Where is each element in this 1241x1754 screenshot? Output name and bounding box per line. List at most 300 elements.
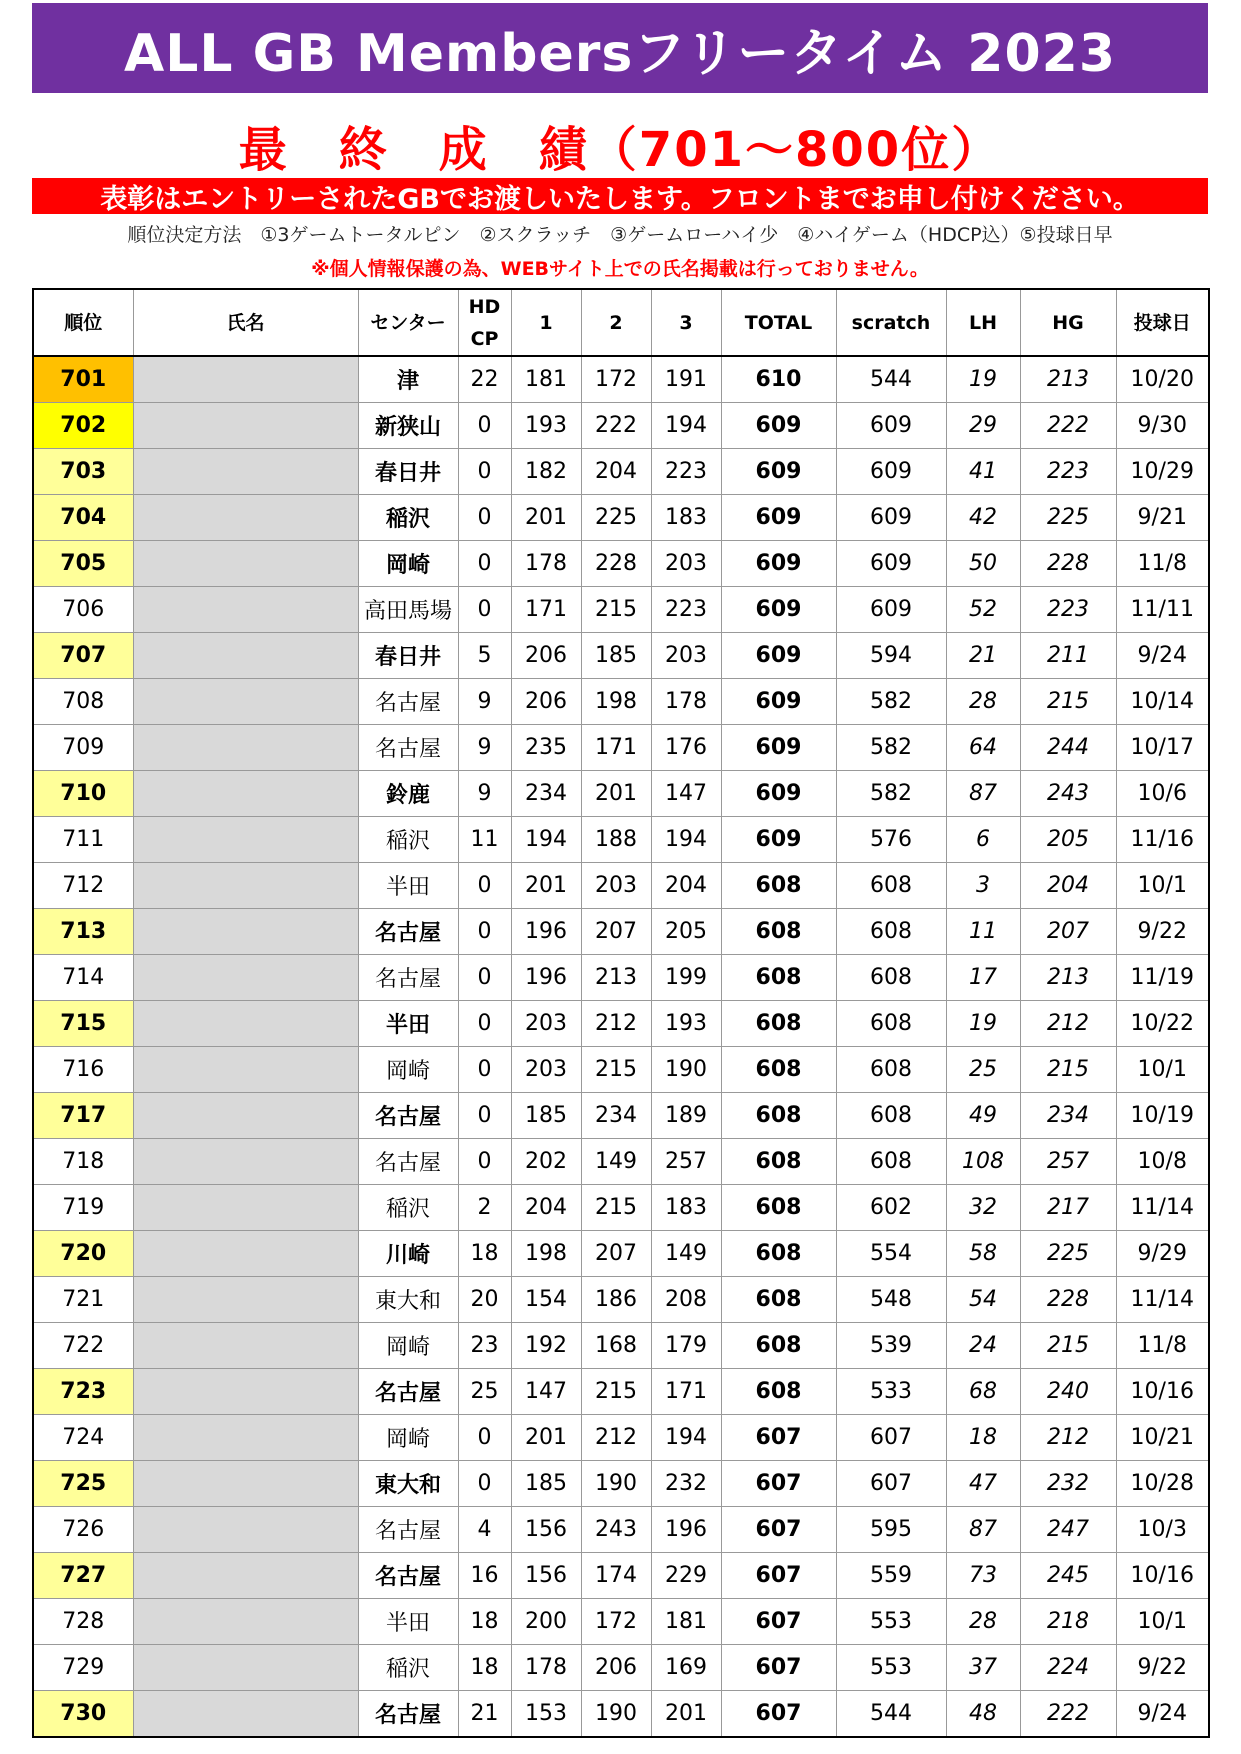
game3-cell: 181 bbox=[651, 1599, 721, 1645]
center-cell: 名古屋 bbox=[358, 1553, 458, 1599]
rank-cell: 713 bbox=[33, 909, 133, 955]
game2-cell: 188 bbox=[581, 817, 651, 863]
game2-cell: 172 bbox=[581, 1599, 651, 1645]
date-cell: 11/14 bbox=[1116, 1277, 1209, 1323]
game2-cell: 215 bbox=[581, 587, 651, 633]
date-cell: 11/16 bbox=[1116, 817, 1209, 863]
game2-cell: 174 bbox=[581, 1553, 651, 1599]
scratch-cell: 553 bbox=[836, 1645, 946, 1691]
game1-cell: 185 bbox=[511, 1093, 581, 1139]
center-cell: 稲沢 bbox=[358, 495, 458, 541]
hg-cell: 222 bbox=[1020, 1691, 1116, 1738]
hdcp-cell: 20 bbox=[458, 1277, 511, 1323]
game1-cell: 196 bbox=[511, 955, 581, 1001]
name-cell bbox=[133, 356, 358, 403]
col-header-total: TOTAL bbox=[721, 289, 836, 356]
lh-cell: 28 bbox=[946, 1599, 1020, 1645]
scratch-cell: 559 bbox=[836, 1553, 946, 1599]
lh-cell: 28 bbox=[946, 679, 1020, 725]
center-cell: 名古屋 bbox=[358, 1691, 458, 1738]
total-cell: 607 bbox=[721, 1553, 836, 1599]
subtitle-range: （701～800位） bbox=[588, 121, 1002, 178]
hdcp-cell: 0 bbox=[458, 1001, 511, 1047]
game1-cell: 178 bbox=[511, 541, 581, 587]
name-cell bbox=[133, 587, 358, 633]
name-cell bbox=[133, 1369, 358, 1415]
game1-cell: 235 bbox=[511, 725, 581, 771]
hg-cell: 205 bbox=[1020, 817, 1116, 863]
lh-cell: 73 bbox=[946, 1553, 1020, 1599]
total-cell: 607 bbox=[721, 1415, 836, 1461]
name-cell bbox=[133, 1553, 358, 1599]
date-cell: 9/30 bbox=[1116, 403, 1209, 449]
total-cell: 608 bbox=[721, 1185, 836, 1231]
hg-cell: 213 bbox=[1020, 955, 1116, 1001]
rank-cell: 704 bbox=[33, 495, 133, 541]
lh-cell: 25 bbox=[946, 1047, 1020, 1093]
hg-cell: 213 bbox=[1020, 356, 1116, 403]
lh-cell: 21 bbox=[946, 633, 1020, 679]
hg-cell: 225 bbox=[1020, 1231, 1116, 1277]
scratch-cell: 608 bbox=[836, 955, 946, 1001]
lh-cell: 64 bbox=[946, 725, 1020, 771]
table-row bbox=[33, 863, 1209, 909]
table-row bbox=[33, 587, 1209, 633]
game2-cell: 185 bbox=[581, 633, 651, 679]
hdcp-cell: 0 bbox=[458, 1461, 511, 1507]
hdcp-cell: 0 bbox=[458, 955, 511, 1001]
results-subtitle bbox=[32, 110, 1208, 180]
game1-cell: 153 bbox=[511, 1691, 581, 1738]
total-cell: 609 bbox=[721, 633, 836, 679]
rank-cell: 723 bbox=[33, 1369, 133, 1415]
table-row bbox=[33, 955, 1209, 1001]
scratch-cell: 548 bbox=[836, 1277, 946, 1323]
hg-cell: 228 bbox=[1020, 541, 1116, 587]
scratch-cell: 609 bbox=[836, 449, 946, 495]
date-cell: 10/3 bbox=[1116, 1507, 1209, 1553]
date-cell: 10/1 bbox=[1116, 863, 1209, 909]
table-row bbox=[33, 495, 1209, 541]
date-cell: 9/29 bbox=[1116, 1231, 1209, 1277]
game2-cell: 203 bbox=[581, 863, 651, 909]
col-header-game1: 1 bbox=[511, 289, 581, 356]
game1-cell: 203 bbox=[511, 1001, 581, 1047]
rank-cell: 726 bbox=[33, 1507, 133, 1553]
game2-cell: 222 bbox=[581, 403, 651, 449]
center-cell: 稲沢 bbox=[358, 1185, 458, 1231]
hdcp-cell: 11 bbox=[458, 817, 511, 863]
hdcp-cell: 23 bbox=[458, 1323, 511, 1369]
rank-cell: 714 bbox=[33, 955, 133, 1001]
game3-cell: 257 bbox=[651, 1139, 721, 1185]
total-cell: 608 bbox=[721, 1231, 836, 1277]
center-cell: 岡崎 bbox=[358, 541, 458, 587]
game2-cell: 215 bbox=[581, 1369, 651, 1415]
center-cell: 名古屋 bbox=[358, 909, 458, 955]
name-cell bbox=[133, 1323, 358, 1369]
game2-cell: 215 bbox=[581, 1047, 651, 1093]
lh-cell: 50 bbox=[946, 541, 1020, 587]
lh-cell: 29 bbox=[946, 403, 1020, 449]
lh-cell: 17 bbox=[946, 955, 1020, 1001]
game1-cell: 147 bbox=[511, 1369, 581, 1415]
game3-cell: 223 bbox=[651, 587, 721, 633]
lh-cell: 108 bbox=[946, 1139, 1020, 1185]
hg-cell: 212 bbox=[1020, 1415, 1116, 1461]
center-cell: 半田 bbox=[358, 1599, 458, 1645]
game3-cell: 178 bbox=[651, 679, 721, 725]
total-cell: 608 bbox=[721, 1001, 836, 1047]
game2-cell: 225 bbox=[581, 495, 651, 541]
hg-cell: 224 bbox=[1020, 1645, 1116, 1691]
scratch-cell: 533 bbox=[836, 1369, 946, 1415]
game2-cell: 204 bbox=[581, 449, 651, 495]
hdcp-cell: 0 bbox=[458, 909, 511, 955]
game3-cell: 232 bbox=[651, 1461, 721, 1507]
lh-cell: 68 bbox=[946, 1369, 1020, 1415]
scratch-cell: 594 bbox=[836, 633, 946, 679]
game1-cell: 202 bbox=[511, 1139, 581, 1185]
hdcp-cell: 5 bbox=[458, 633, 511, 679]
date-cell: 10/21 bbox=[1116, 1415, 1209, 1461]
game2-cell: 206 bbox=[581, 1645, 651, 1691]
total-cell: 607 bbox=[721, 1599, 836, 1645]
name-cell bbox=[133, 449, 358, 495]
lh-cell: 18 bbox=[946, 1415, 1020, 1461]
game1-cell: 185 bbox=[511, 1461, 581, 1507]
date-cell: 10/14 bbox=[1116, 679, 1209, 725]
rank-cell: 729 bbox=[33, 1645, 133, 1691]
game2-cell: 213 bbox=[581, 955, 651, 1001]
scratch-cell: 609 bbox=[836, 541, 946, 587]
date-cell: 11/8 bbox=[1116, 1323, 1209, 1369]
game2-cell: 215 bbox=[581, 1185, 651, 1231]
hg-cell: 243 bbox=[1020, 771, 1116, 817]
hdcp-cell: 0 bbox=[458, 587, 511, 633]
center-cell: 津 bbox=[358, 356, 458, 403]
total-cell: 609 bbox=[721, 587, 836, 633]
hg-cell: 215 bbox=[1020, 1047, 1116, 1093]
table-row bbox=[33, 817, 1209, 863]
lh-cell: 24 bbox=[946, 1323, 1020, 1369]
game3-cell: 229 bbox=[651, 1553, 721, 1599]
table-row bbox=[33, 909, 1209, 955]
name-cell bbox=[133, 1599, 358, 1645]
total-cell: 610 bbox=[721, 356, 836, 403]
game2-cell: 190 bbox=[581, 1691, 651, 1738]
scratch-cell: 602 bbox=[836, 1185, 946, 1231]
table-row bbox=[33, 1323, 1209, 1369]
col-header-hg: HG bbox=[1020, 289, 1116, 356]
scratch-cell: 608 bbox=[836, 1047, 946, 1093]
name-cell bbox=[133, 1461, 358, 1507]
table-row bbox=[33, 356, 1209, 403]
hdcp-cell: 25 bbox=[458, 1369, 511, 1415]
col-header-center: センター bbox=[358, 289, 458, 356]
name-cell bbox=[133, 495, 358, 541]
scratch-cell: 544 bbox=[836, 1691, 946, 1738]
name-cell bbox=[133, 1415, 358, 1461]
hg-cell: 207 bbox=[1020, 909, 1116, 955]
total-cell: 609 bbox=[721, 771, 836, 817]
center-cell: 岡崎 bbox=[358, 1323, 458, 1369]
game3-cell: 194 bbox=[651, 817, 721, 863]
date-cell: 9/24 bbox=[1116, 633, 1209, 679]
center-cell: 名古屋 bbox=[358, 1139, 458, 1185]
table-row bbox=[33, 1415, 1209, 1461]
hdcp-cell: 0 bbox=[458, 1415, 511, 1461]
table-row bbox=[33, 1047, 1209, 1093]
total-cell: 608 bbox=[721, 1369, 836, 1415]
center-cell: 東大和 bbox=[358, 1461, 458, 1507]
date-cell: 9/22 bbox=[1116, 909, 1209, 955]
name-cell bbox=[133, 1277, 358, 1323]
hdcp-cell: 9 bbox=[458, 679, 511, 725]
name-cell bbox=[133, 725, 358, 771]
name-cell bbox=[133, 909, 358, 955]
hdcp-cell: 18 bbox=[458, 1231, 511, 1277]
date-cell: 10/29 bbox=[1116, 449, 1209, 495]
total-cell: 607 bbox=[721, 1507, 836, 1553]
col-header-name: 氏名 bbox=[133, 289, 358, 356]
table-row bbox=[33, 541, 1209, 587]
table-header-row bbox=[33, 289, 1209, 356]
name-cell bbox=[133, 403, 358, 449]
rank-cell: 716 bbox=[33, 1047, 133, 1093]
center-cell: 稲沢 bbox=[358, 817, 458, 863]
game1-cell: 181 bbox=[511, 356, 581, 403]
rank-cell: 701 bbox=[33, 356, 133, 403]
scratch-cell: 608 bbox=[836, 1093, 946, 1139]
scratch-cell: 554 bbox=[836, 1231, 946, 1277]
game3-cell: 147 bbox=[651, 771, 721, 817]
col-header-hdcp bbox=[458, 289, 511, 356]
center-cell: 新狭山 bbox=[358, 403, 458, 449]
game2-cell: 168 bbox=[581, 1323, 651, 1369]
name-cell bbox=[133, 1507, 358, 1553]
rank-cell: 710 bbox=[33, 771, 133, 817]
name-cell bbox=[133, 1645, 358, 1691]
subtitle-main: 最 終 成 績 bbox=[238, 121, 589, 178]
name-cell bbox=[133, 771, 358, 817]
game2-cell: 243 bbox=[581, 1507, 651, 1553]
rank-cell: 721 bbox=[33, 1277, 133, 1323]
hdcp-cell: 18 bbox=[458, 1599, 511, 1645]
game3-cell: 199 bbox=[651, 955, 721, 1001]
game2-cell: 172 bbox=[581, 356, 651, 403]
game1-cell: 206 bbox=[511, 679, 581, 725]
total-cell: 609 bbox=[721, 679, 836, 725]
lh-cell: 52 bbox=[946, 587, 1020, 633]
table-row bbox=[33, 1461, 1209, 1507]
game1-cell: 201 bbox=[511, 863, 581, 909]
game3-cell: 183 bbox=[651, 495, 721, 541]
results-body bbox=[33, 356, 1209, 1737]
game3-cell: 201 bbox=[651, 1691, 721, 1738]
total-cell: 607 bbox=[721, 1461, 836, 1507]
name-cell bbox=[133, 541, 358, 587]
game2-cell: 198 bbox=[581, 679, 651, 725]
date-cell: 11/8 bbox=[1116, 541, 1209, 587]
hg-cell: 228 bbox=[1020, 1277, 1116, 1323]
date-cell: 10/22 bbox=[1116, 1001, 1209, 1047]
hdcp-cell: 0 bbox=[458, 403, 511, 449]
game1-cell: 156 bbox=[511, 1507, 581, 1553]
lh-cell: 6 bbox=[946, 817, 1020, 863]
col-header-hdcp-line1: HD bbox=[468, 295, 501, 318]
hdcp-cell: 21 bbox=[458, 1691, 511, 1738]
scratch-cell: 608 bbox=[836, 909, 946, 955]
game2-cell: 207 bbox=[581, 1231, 651, 1277]
game2-cell: 234 bbox=[581, 1093, 651, 1139]
total-cell: 608 bbox=[721, 863, 836, 909]
lh-cell: 19 bbox=[946, 356, 1020, 403]
name-cell bbox=[133, 679, 358, 725]
rank-cell: 730 bbox=[33, 1691, 133, 1738]
game3-cell: 183 bbox=[651, 1185, 721, 1231]
game1-cell: 201 bbox=[511, 495, 581, 541]
hg-cell: 257 bbox=[1020, 1139, 1116, 1185]
table-row bbox=[33, 1277, 1209, 1323]
total-cell: 609 bbox=[721, 495, 836, 541]
date-cell: 10/8 bbox=[1116, 1139, 1209, 1185]
total-cell: 608 bbox=[721, 909, 836, 955]
results-table bbox=[32, 288, 1210, 1738]
total-cell: 608 bbox=[721, 1277, 836, 1323]
game3-cell: 203 bbox=[651, 541, 721, 587]
game1-cell: 182 bbox=[511, 449, 581, 495]
hdcp-cell: 9 bbox=[458, 725, 511, 771]
game1-cell: 206 bbox=[511, 633, 581, 679]
rank-cell: 705 bbox=[33, 541, 133, 587]
rank-cell: 708 bbox=[33, 679, 133, 725]
table-row bbox=[33, 633, 1209, 679]
center-cell: 名古屋 bbox=[358, 955, 458, 1001]
table-row bbox=[33, 403, 1209, 449]
date-cell: 10/16 bbox=[1116, 1553, 1209, 1599]
game2-cell: 228 bbox=[581, 541, 651, 587]
lh-cell: 47 bbox=[946, 1461, 1020, 1507]
hdcp-cell: 0 bbox=[458, 541, 511, 587]
rank-cell: 720 bbox=[33, 1231, 133, 1277]
center-cell: 岡崎 bbox=[358, 1415, 458, 1461]
name-cell bbox=[133, 817, 358, 863]
hg-cell: 215 bbox=[1020, 679, 1116, 725]
table-row bbox=[33, 1001, 1209, 1047]
game1-cell: 196 bbox=[511, 909, 581, 955]
date-cell: 11/11 bbox=[1116, 587, 1209, 633]
lh-cell: 42 bbox=[946, 495, 1020, 541]
rank-cell: 709 bbox=[33, 725, 133, 771]
rank-cell: 702 bbox=[33, 403, 133, 449]
date-cell: 11/14 bbox=[1116, 1185, 1209, 1231]
game1-cell: 193 bbox=[511, 403, 581, 449]
game3-cell: 176 bbox=[651, 725, 721, 771]
hdcp-cell: 0 bbox=[458, 1047, 511, 1093]
lh-cell: 37 bbox=[946, 1645, 1020, 1691]
center-cell: 名古屋 bbox=[358, 679, 458, 725]
date-cell: 10/1 bbox=[1116, 1047, 1209, 1093]
hdcp-cell: 2 bbox=[458, 1185, 511, 1231]
table-row bbox=[33, 1507, 1209, 1553]
hg-cell: 247 bbox=[1020, 1507, 1116, 1553]
scratch-cell: 609 bbox=[836, 495, 946, 541]
rank-cell: 711 bbox=[33, 817, 133, 863]
name-cell bbox=[133, 1691, 358, 1738]
rank-cell: 706 bbox=[33, 587, 133, 633]
table-row bbox=[33, 449, 1209, 495]
scratch-cell: 608 bbox=[836, 1001, 946, 1047]
scratch-cell: 607 bbox=[836, 1415, 946, 1461]
name-cell bbox=[133, 633, 358, 679]
game1-cell: 154 bbox=[511, 1277, 581, 1323]
game3-cell: 169 bbox=[651, 1645, 721, 1691]
name-cell bbox=[133, 1001, 358, 1047]
name-cell bbox=[133, 1231, 358, 1277]
col-header-scratch: scratch bbox=[836, 289, 946, 356]
lh-cell: 11 bbox=[946, 909, 1020, 955]
table-row bbox=[33, 1185, 1209, 1231]
lh-cell: 32 bbox=[946, 1185, 1020, 1231]
date-cell: 10/19 bbox=[1116, 1093, 1209, 1139]
scratch-cell: 609 bbox=[836, 403, 946, 449]
center-cell: 稲沢 bbox=[358, 1645, 458, 1691]
scratch-cell: 582 bbox=[836, 771, 946, 817]
date-cell: 9/21 bbox=[1116, 495, 1209, 541]
center-cell: 春日井 bbox=[358, 449, 458, 495]
total-cell: 607 bbox=[721, 1645, 836, 1691]
table-row bbox=[33, 1691, 1209, 1738]
table-row bbox=[33, 1553, 1209, 1599]
total-cell: 609 bbox=[721, 541, 836, 587]
hg-cell: 212 bbox=[1020, 1001, 1116, 1047]
col-header-game2: 2 bbox=[581, 289, 651, 356]
game2-cell: 212 bbox=[581, 1415, 651, 1461]
game3-cell: 171 bbox=[651, 1369, 721, 1415]
name-cell bbox=[133, 863, 358, 909]
total-cell: 609 bbox=[721, 817, 836, 863]
total-cell: 608 bbox=[721, 1093, 836, 1139]
table-row bbox=[33, 1231, 1209, 1277]
hdcp-cell: 22 bbox=[458, 356, 511, 403]
game2-cell: 186 bbox=[581, 1277, 651, 1323]
game3-cell: 149 bbox=[651, 1231, 721, 1277]
total-cell: 608 bbox=[721, 1047, 836, 1093]
hdcp-cell: 0 bbox=[458, 1093, 511, 1139]
center-cell: 川崎 bbox=[358, 1231, 458, 1277]
col-header-hdcp-line2: CP bbox=[470, 327, 499, 350]
table-row bbox=[33, 771, 1209, 817]
lh-cell: 87 bbox=[946, 771, 1020, 817]
rank-cell: 703 bbox=[33, 449, 133, 495]
rank-cell: 707 bbox=[33, 633, 133, 679]
game3-cell: 203 bbox=[651, 633, 721, 679]
total-cell: 608 bbox=[721, 1139, 836, 1185]
table-row bbox=[33, 1369, 1209, 1415]
game3-cell: 191 bbox=[651, 356, 721, 403]
hg-cell: 244 bbox=[1020, 725, 1116, 771]
lh-cell: 54 bbox=[946, 1277, 1020, 1323]
name-cell bbox=[133, 1093, 358, 1139]
rank-cell: 724 bbox=[33, 1415, 133, 1461]
scratch-cell: 544 bbox=[836, 356, 946, 403]
hg-cell: 211 bbox=[1020, 633, 1116, 679]
privacy-note: ※個人情報保護の為、WEBサイト上での氏名掲載は行っておりません。 bbox=[311, 257, 929, 280]
hg-cell: 215 bbox=[1020, 1323, 1116, 1369]
hg-cell: 223 bbox=[1020, 449, 1116, 495]
date-cell: 10/1 bbox=[1116, 1599, 1209, 1645]
